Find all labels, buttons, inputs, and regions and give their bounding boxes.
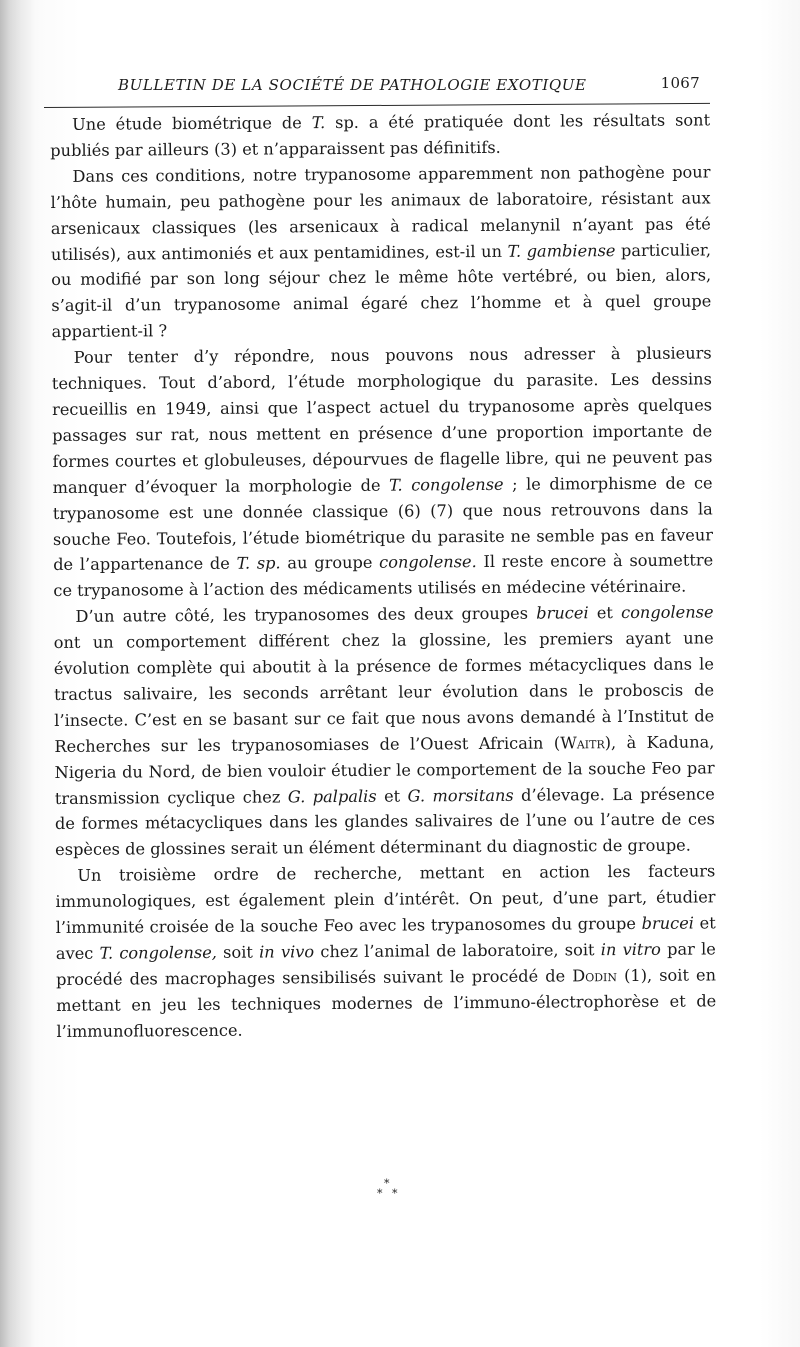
text-run: et (588, 603, 622, 623)
author-name: Dodin (572, 965, 618, 986)
italic-term: brucei (641, 913, 695, 933)
text-run: d’élevage. La présence de formes métacycliques dans les glandes salivaires de l’une ou l’autre de ces espèces de glossines serait un élément déterminant du diagnostic de groupe. (54, 783, 716, 860)
paragraph (53, 600, 715, 864)
running-title: BULLETIN DE LA SOCIÉTÉ DE PATHOLOGIE EXOTIQUE (118, 76, 587, 94)
text-run: Il reste encore à soumettre ce trypanosome à l’action des médicaments utilisés en médecine vétérinaire. (53, 550, 714, 601)
text-run: chez l’animal de laboratoire, soit (314, 940, 601, 962)
text-run: soit (216, 942, 260, 962)
text-run: Dans ces conditions, notre trypanosome apparemment non pathogène pour l’hôte humain, peu pathogène pour les animaux de laboratoire, résistant aux arsenicaux classiques (les arsenicaux à radical melanynil n’ayant pas été utilisés), aux antimoniés et aux pentamidines, est-il un (50, 162, 711, 264)
separator-star-left: * (377, 1187, 383, 1200)
italic-term: T. congolense, (99, 942, 217, 963)
italic-term: brucei (536, 603, 589, 623)
text-run: ; le dimorphisme de ce trypanosome est une donnée classique (6) (7) que nous retrouvons dans la souche Feo. Toutefois, l’étude biométrique du parasite ne semble pas en faveur de l’appartenance de (52, 473, 714, 575)
paragraph (50, 159, 711, 345)
running-header (118, 74, 708, 100)
text-run: sp. a été pratiquée dont les résultats sont publiés par ailleurs (3) et n’apparaissent pas définitifs. (50, 110, 711, 160)
paragraph (50, 107, 710, 163)
text-run: et avec (55, 913, 716, 963)
italic-term: G. morsitans (407, 785, 514, 806)
text-run: (1), soit en mettant en jeu les techniques modernes de l’immuno-électrophorèse et de l’immunofluorescence. (56, 965, 717, 1041)
text-run: ont un comportement différent chez la glossine, les premiers ayant une évolution complète qui aboutit à la présence de formes métacycliques dans le tractus salivaire, les seconds arrêtant leur évolution dans le proboscis de l’insecte. C’est en se basant sur ce fait que nous avons demandé à l’Institut de Recherches sur les trypanosomiases de l’Ouest Africain ( (53, 628, 715, 756)
italic-term: T. congolense (388, 474, 504, 495)
italic-term: congolense (621, 602, 714, 623)
text-run: Pour tenter d’y répondre, nous pouvons nous adresser à plusieurs techniques. Tout d’abord, l’étude morphologique du parasite. Les dessins recueillis en 1949, ainsi que l’aspect actuel du trypanosome après quelques passages sur rat, nous mettent en présence d’une proportion importante de formes courtes et globuleuses, dépourvues de flagelle libre, qui ne peuvent pas manquer d’évoquer la morphologie de (51, 343, 713, 497)
page-number: 1067 (660, 74, 700, 92)
author-name: Waitr (560, 732, 605, 753)
separator-star-top: * (384, 1177, 390, 1190)
text-run: Un troisième ordre de recherche, mettant en action les facteurs immunologiques, est également plein d’intérêt. On peut, d’une part, étudier l’immunité croisée de la souche Feo avec les trypanosomes du groupe (55, 861, 716, 938)
italic-term: G. palpalis (287, 786, 377, 806)
article-body (50, 107, 716, 1044)
italic-term: T. sp. (236, 553, 281, 574)
text-run: D’un autre côté, les trypanosomes des deux groupes (75, 603, 537, 627)
section-separator (360, 1178, 420, 1208)
text-run: ), à Kaduna, Nigeria du Nord, de bien vouloir étudier le comportement de la souche Feo par transmission cyclique chez (54, 732, 715, 808)
paragraph (52, 341, 714, 605)
separator-star-right: * (392, 1187, 398, 1200)
text-run: et (376, 786, 408, 806)
italic-term: T. gambiense (507, 240, 616, 261)
text-run: Une étude biométrique de (72, 113, 312, 134)
binding-shadow (0, 0, 34, 1347)
italic-term: congolense. (379, 552, 477, 573)
italic-term: in vivo (259, 942, 315, 962)
text-run: particulier, ou modifié par son long séjour chez le même hôte vertébré, ou bien, alors, s’agit-il d’un trypanosome animal égaré chez l’homme et à quel groupe appartient-il ? (51, 239, 712, 342)
paragraph (55, 859, 716, 1045)
italic-term: T. (311, 113, 326, 133)
text-run: au groupe (280, 553, 380, 573)
text-run: par le procédé des macrophages sensibilisés suivant le procédé de (55, 939, 716, 989)
italic-term: in vitro (600, 939, 661, 960)
